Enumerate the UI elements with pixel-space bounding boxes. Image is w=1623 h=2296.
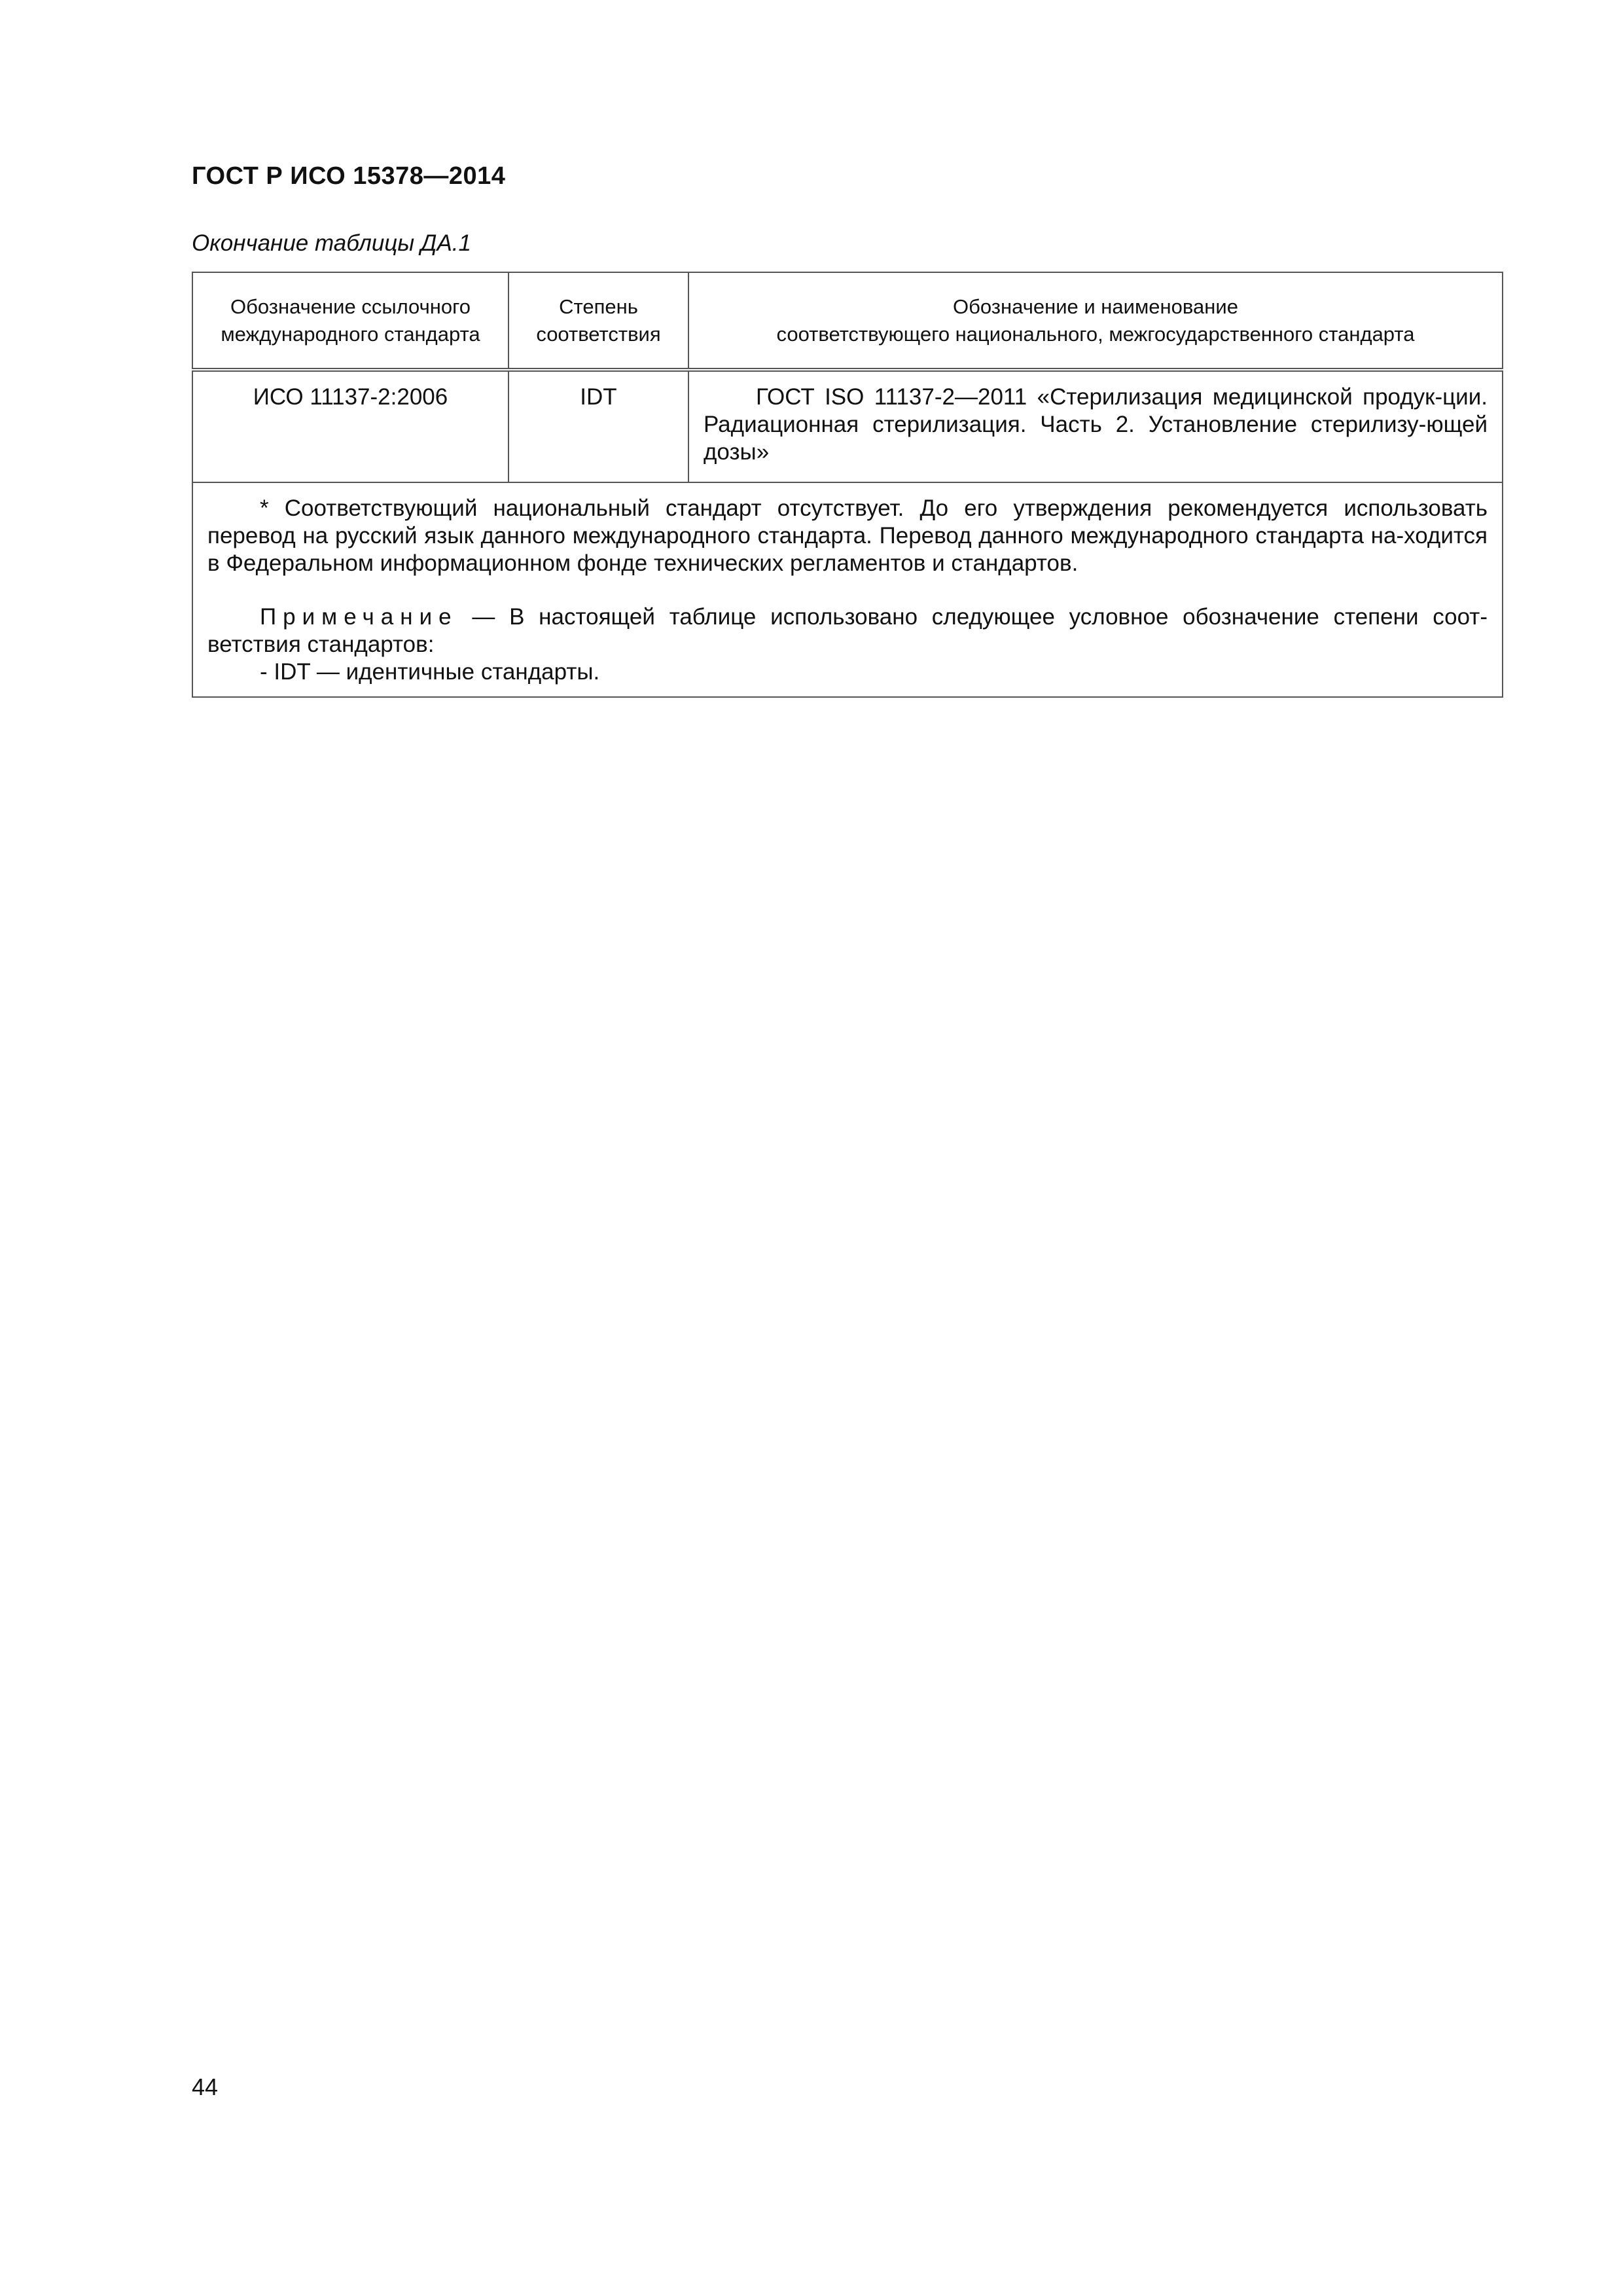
table-row: [192, 370, 1503, 482]
cell-degree: IDT: [508, 370, 688, 482]
column-header-ref-standard-line2: международного стандарта: [221, 322, 480, 346]
column-header-degree: [508, 272, 688, 370]
table-footnote: * Соответствующий национальный стандарт отсутствует. До его утверждения рекомендуется использовать перевод на русский язык данного международного стандарта. Перевод данного международного стандарта на-ходится в Федеральном информационном фонде технических регламентов и стандартов.: [207, 495, 1488, 576]
column-header-ref-standard: [192, 272, 508, 370]
column-header-degree-line2: соответствия: [536, 322, 661, 346]
table-header-row: [192, 272, 1503, 370]
table-note: [207, 603, 1488, 658]
cell-national-standard: ГОСТ ISO 11137-2—2011 «Стерилизация медицинской продук-ции. Радиационная стерилизация. Часть 2. Установление стерилизу-ющей дозы»: [688, 370, 1503, 482]
note-label: Примечание: [260, 604, 458, 630]
table-caption: Окончание таблицы ДА.1: [192, 230, 471, 256]
column-header-national-standard-line2: соответствующего национального, межгосударственного стандарта: [776, 322, 1415, 346]
cell-ref-standard: ИСО 11137-2:2006: [192, 370, 508, 482]
column-header-national-standard-line1: Обозначение и наименование: [953, 295, 1238, 318]
column-header-ref-standard-line1: Обозначение ссылочного: [230, 295, 471, 318]
note-text: — В настоящей таблице использовано следующее условное обозначение степени соот-ветствия стандартов:: [207, 604, 1488, 657]
column-header-degree-line1: Степень: [559, 295, 638, 318]
standards-correspondence-table: [192, 272, 1503, 698]
page-number: 44: [192, 2073, 219, 2100]
document-header: ГОСТ Р ИСО 15378—2014: [192, 162, 506, 190]
note-item: - IDT — идентичные стандарты.: [260, 659, 600, 685]
table-notes-cell: [192, 482, 1503, 697]
column-header-national-standard: [688, 272, 1503, 370]
table-notes-row: [192, 482, 1503, 697]
